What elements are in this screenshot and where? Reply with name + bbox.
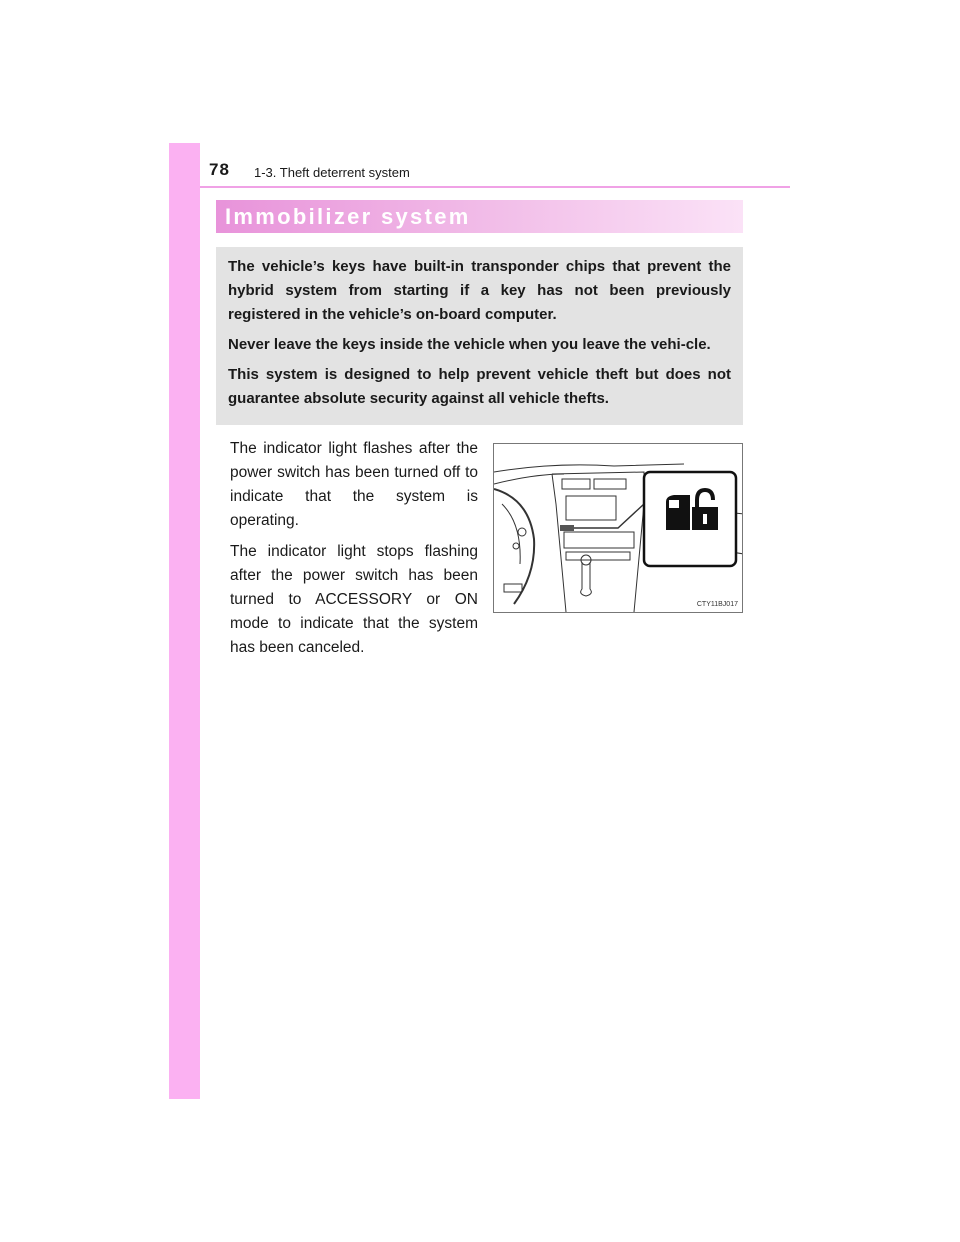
- section-heading-text: Immobilizer system: [225, 204, 471, 229]
- body-paragraph: The indicator light flashes after the power switch has been turned off to indicate that the system is operating.: [230, 440, 478, 529]
- section-heading: [216, 200, 743, 233]
- notice-paragraph: This system is designed to help prevent vehicle theft but does not guarantee absolute security against all vehicle thefts.: [228, 366, 731, 407]
- notice-box: [216, 247, 743, 425]
- dashboard-illustration: [494, 444, 742, 612]
- notice-paragraph: The vehicle’s keys have built-in transponder chips that prevent the hybrid system from starting if a key has not been previously registered in the vehicle’s on-board computer.: [228, 258, 731, 323]
- dashboard-figure: [493, 443, 743, 613]
- header-rule: [200, 186, 790, 188]
- body-text: [230, 437, 478, 667]
- page-number: 78: [209, 160, 230, 179]
- section-title: 1-3. Theft deterrent system: [254, 165, 410, 180]
- side-tab: [169, 143, 200, 1099]
- body-paragraph: The indicator light stops flashing after the power switch has been turned to ACCESSORY or ON mode to indicate that the system has been canceled.: [230, 543, 478, 656]
- notice-paragraph: Never leave the keys inside the vehicle when you leave the vehi-cle.: [228, 336, 711, 353]
- figure-code: CTY11BJ017: [696, 601, 738, 608]
